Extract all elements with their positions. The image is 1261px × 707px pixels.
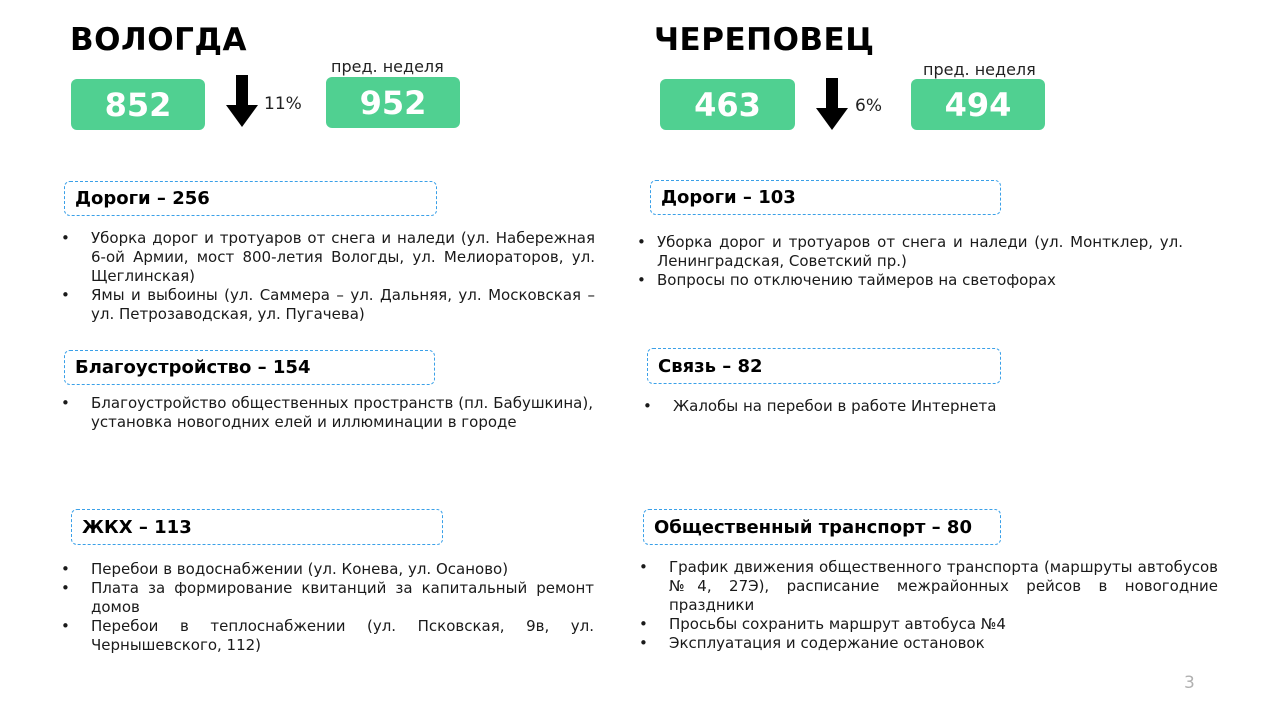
vologda-category-roads: Дороги – 256 — [64, 181, 437, 216]
vologda-landscaping-list — [61, 394, 593, 432]
list-item: • Уборка дорог и тротуаров от снега и наледи (ул. Монтклер, ул. Ленинградская, Советский пр.) — [637, 233, 1183, 271]
arrow-down-icon — [226, 75, 258, 127]
list-item: • Перебои в теплоснабжении (ул. Псковская, 9в, ул. Чернышевского, 112) — [61, 617, 594, 655]
cherepovets-previous-count: 494 — [911, 79, 1045, 130]
cherepovets-transport-list — [639, 558, 1218, 653]
page-number: 3 — [1184, 673, 1195, 693]
list-item: • Вопросы по отключению таймеров на светофорах — [637, 271, 1183, 290]
vologda-title: ВОЛОГДА — [70, 22, 247, 58]
list-item: • Уборка дорог и тротуаров от снега и наледи (ул. Набережная 6-ой Армии, мост 800-летия Вологды, ул. Мелиораторов, ул. Щеглинская) — [61, 229, 595, 286]
vologda-prev-week-label: пред. неделя — [331, 57, 444, 76]
list-item: • Эксплуатация и содержание остановок — [639, 634, 1218, 653]
arrow-down-icon — [816, 78, 848, 130]
vologda-category-housing: ЖКХ – 113 — [71, 509, 443, 545]
cherepovets-category-roads: Дороги – 103 — [650, 180, 1001, 215]
vologda-housing-list — [61, 560, 594, 655]
list-item: • Плата за формирование квитанций за капитальный ремонт домов — [61, 579, 594, 617]
cherepovets-title: ЧЕРЕПОВЕЦ — [654, 22, 875, 58]
cherepovets-current-count: 463 — [660, 79, 795, 130]
list-item: • Ямы и выбоины (ул. Саммера – ул. Дальняя, ул. Московская – ул. Петрозаводская, ул. Пугачева) — [61, 286, 595, 324]
vologda-previous-count: 952 — [326, 77, 460, 128]
cherepovets-roads-list — [637, 233, 1183, 290]
vologda-category-landscaping: Благоустройство – 154 — [64, 350, 435, 385]
cherepovets-category-transport: Общественный транспорт – 80 — [643, 509, 1001, 545]
cherepovets-communications-list — [643, 397, 1183, 416]
list-item: • Жалобы на перебои в работе Интернета — [643, 397, 1183, 416]
cherepovets-category-communications: Связь – 82 — [647, 348, 1001, 384]
vologda-current-count: 852 — [71, 79, 205, 130]
list-item: • Благоустройство общественных пространств (пл. Бабушкина), установка новогодних елей и иллюминации в городе — [61, 394, 593, 432]
list-item: • Просьбы сохранить маршрут автобуса №4 — [639, 615, 1218, 634]
list-item: • Перебои в водоснабжении (ул. Конева, ул. Осаново) — [61, 560, 594, 579]
vologda-roads-list — [61, 229, 595, 324]
list-item: • График движения общественного транспорта (маршруты автобусов №4, 27Э), расписание межрайонных рейсов в новогодние праздники — [639, 558, 1218, 615]
vologda-change-percent: 11% — [264, 94, 302, 114]
cherepovets-prev-week-label: пред. неделя — [923, 60, 1036, 79]
cherepovets-change-percent: 6% — [855, 96, 882, 116]
